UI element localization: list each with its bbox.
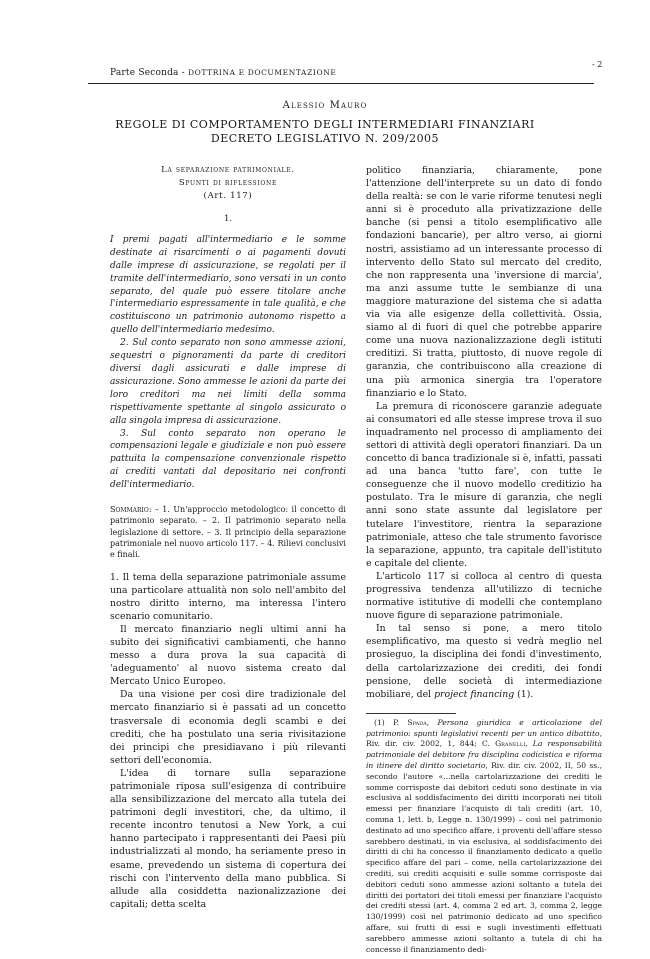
norm-paragraph: I premi pagati all'intermediario e le somme destinate ai risarcimenti o ai pagamenti dovuti dalle imprese di assicurazione, se regolati per il tramite dell'intermediario, sono versati in un conto separato, del quale può essere titolare anche l'intermediario espressamente in tale qualità, e che costituiscono un patrimonio autonomo rispetto a quello dell'intermediario medesimo. (110, 234, 346, 336)
article-title (0, 118, 650, 146)
author-name: Alessio Mauro (282, 100, 368, 111)
footnote-paragraph: (1) P. Spada, Persona giuridica e articolazione del patrimonio: spunti legislativi recenti per un antico dibattito, Riv. dir. civ. 2002, 1, 844; C. Granelli, La responsabilità patrimoniale del debitore fra disciplina codicistica e riforma in itinere del diritto societario, Riv. dir. civ. 2002, II, 50 ss., secondo l'autore «...nella cartolarizzazione dei crediti le somme corrisposte dai debitori ceduti sono destinate in via esclusiva al soddisfacimento dei diritti incorporati nei titoli emessi per finanziare l'acquisto di tali crediti (art. 10, comma 1, lett. b, Legge n. 130/1999) – così nel patrimonio destinato ad uno specifico affare, i proventi dell'affare stesso sarebbero destinati, in via esclusiva, al soddisfacimento dei diritti di chi ha concesso il finanziamento dedicato a quello specifico affare del pari – come, nella cartolarizzazione dei crediti, sui crediti acquisiti e sulle somme corrisposte dai debitori ceduti sono ammesse azioni soltanto a tutela dei diritti dei portatori dei titoli emessi per finanziare l'acquisto dei crediti stessi (art. 4, comma 2 ed art. 3, comma 2, legge 130/1999) così nel patrimonio dedicato ad uno specifico affare, sui frutti di essi e sugli investimenti effettuati sarebbero ammesse azioni soltanto a tutela di chi ha concesso il finanziamento dedi- (366, 717, 603, 954)
body-last-end: (1). (514, 688, 534, 700)
footnote-title-2: La responsabilità patrimoniale del debitore fra disciplina codicistica e riforma in itinere del diritto societario (366, 739, 603, 771)
summary-paragraph (110, 504, 346, 560)
footnote-rest-2: , Riv. dir. civ. 2002, II, 50 ss., secondo l'autore «...nella cartolarizzazione dei crediti le somme corrisposte dai debitori ceduti sono destinate in via esclusiva al soddisfacimento dei diritti incorporati nei titoli emessi per finanziare l'acquisto di tali crediti (art. 10, comma 1, lett. b, Legge n. 130/1999) – così nel patrimonio destinato ad uno specifico affare, i proventi dell'affare stesso sarebbero destinati, in via esclusiva, al soddisfacimento dei diritti di chi ha concesso il finanziamento dedicato a quello specifico affare del pari – come, nella cartolarizzazione dei crediti, sui crediti acquisiti e sulle somme corrisposte dai debitori ceduti sono ammesse azioni soltanto a tutela dei diritti dei portatori dei titoli emessi per finanziare l'acquisto dei crediti stessi (art. 4, comma 2 ed art. 3, comma 2, legge 130/1999) così nel patrimonio dedicato ad uno specifico affare, sui frutti di essi e sugli investimenti effettuati sarebbero ammesse azioni soltanto a tutela di chi ha concesso il finanziamento dedi- (366, 761, 602, 954)
body-paragraph: L'idea di tornare sulla separazione patrimoniale riposa sull'esigenza di contribuire alla sensibilizzazione del mercato alla tutela dei patrimoni degli investitori, che, da ultimo, il recente incontro tenutosi a New York, a cui hanno partecipato i rappresentanti dei Paesi più industrializzati al mondo, ha seriamente preso in esame, prevedendo un sistema di copertura dei rischi con l'intervento della mano pubblica. Si allude alla cosiddetta nazionalizzazione dei capitali; detta scelta (110, 767, 346, 910)
body-last-italic: project financing (434, 688, 515, 700)
footnote-marker: (1) P. (374, 717, 408, 727)
running-header (88, 61, 594, 83)
header-section: Parte Seconda (110, 68, 179, 78)
left-column (110, 164, 346, 934)
article-heading-line-2: Spunti di riflessione (178, 178, 278, 188)
title-line-2: DECRETO LEGISLATIVO N. 209/2005 (210, 132, 440, 145)
body-paragraph: 1. Il tema della separazione patrimoniale assume una particolare attualità non solo nell'ambito del nostro diritto interno, ma interessa l'intero scenario comunitario. (110, 571, 346, 622)
norm-paragraph: 3. Sul conto separato non operano le compensazioni legale e giudiziale e non può essere pattuita la compensazione convenzionale rispetto ai crediti vantati dal depositario nei confronti dell'intermediario. (110, 428, 346, 491)
body-last-text: In tal senso si pone, a mero titolo esemplificativo, ma questo si vedrà meglio nel prosieguo, la disciplina dei fondi d'investimento, della cartolarizzazione dei crediti, dei fondi pensione, delle società di intermediazione mobiliare, del (366, 623, 602, 700)
body-paragraph (366, 622, 602, 701)
summary-label: Sommario (110, 505, 149, 515)
title-line-1: REGOLE DI COMPORTAMENTO DEGLI INTERMEDIARI FINANZIARI (115, 118, 535, 131)
norm-text (110, 234, 346, 492)
header-separator: - (178, 68, 188, 78)
body-text-left (110, 571, 346, 911)
footnote-rule (366, 713, 456, 714)
header-rule (88, 83, 594, 84)
right-column (366, 164, 603, 954)
footnote (366, 718, 602, 956)
body-paragraph: La premura di riconoscere garanzie adeguate ai consumatori ed alle stesse imprese trova il suo inquadramento nel processo di ampliamento dei settori di attività degli operatori finanziari. Da un concetto di banca tradizionale si è, infatti, passati ad una banca 'tutto fare', con tutte le conseguenze che il nuovo modello creditizio ha postulato. Tra le misure di garanzia, che negli anni sono state assunte dal legislatore per tutelare l'investitore, rientra la separazione patrimoniale, atteso che tale strumento favorisce la separazione, appunto, tra capitale dell'istituto e capitale del cliente. (366, 400, 602, 569)
footnote-title-1: Persona giuridica e articolazione del patrimonio: spunti legislativi recenti per un antico dibattito (366, 717, 602, 738)
article-heading-line-1: La separazione patrimoniale. (161, 165, 295, 175)
norm-paragraph: 2. Sul conto separato non sono ammesse azioni, sequestri o pignoramenti da parte di creditori diversi dagli assicurati e dalle imprese di assicurazione. Sono ammesse le azioni da parte dei loro creditori ma nei limiti della somma rispettivamente spettante al singolo assicurato o alla singola impresa di assicurazione. (110, 338, 346, 426)
section-number: 1. (223, 214, 233, 224)
summary (110, 504, 346, 560)
body-paragraph: Da una visione per così dire tradizionale del mercato finanziario si è passati ad un concetto trasversale di economia degli scambi e dei crediti, che ha postulato una seria rivisitazione dei principi che presidiavano i più rilevanti settori dell'economia. (110, 689, 346, 766)
header-subsection: DOTTRINA E DOCUMENTAZIONE (187, 68, 337, 77)
article-heading (110, 164, 346, 203)
footnote-rest-1: , Riv. dir. civ. 2002, 1, 844; C. (366, 728, 602, 749)
body-paragraph: politico finanziaria, chiaramente, pone l'attenzione dell'interprete su un dato di fondo della realtà: se con le varie riforme tenutesi negli anni si è proceduto alla privatizzazione delle banche (si pensi a titolo esemplificativo alle fondazioni bancarie), per altro verso, ai giorni nostri, assistiamo ad un interessante processo di intervento dello Stato sul mercato del credito, che non rappresenta una 'inversione di marcia', ma anzi assume tutte le sembianze di una maggiore maturazione del sistema che si adatta via via alle esigenze della collettività. Ossia, siamo al di fuori di quel che potrebbe apparire come una nuova nazionalizzazione degli istituti creditizi. Si tratta, piuttosto, di nuove regole di garanzia, che contribuiscono alla creazione di una più armonica sinergia tra l'operatore finanziario e lo Stato. (366, 165, 602, 399)
page-number: - 2 (592, 60, 603, 69)
summary-text: : – 1. Un'approccio metodologico: il concetto di patrimonio separato. – 2. Il patrimonio separato nella legislazione di settore. – 3. Il principio della separazione patrimoniale nel nuovo articolo 117. – 4. Rilievi conclusivi e finali. (110, 505, 346, 560)
body-paragraph: Il mercato finanziario negli ultimi anni ha subito dei significativi cambiamenti, che hanno messo a dura prova la sua capacità di 'adeguamento' al nuovo sistema creato dal Mercato Unico Europeo. (110, 623, 346, 688)
footnote-author-1: Spada (407, 717, 427, 727)
article-heading-line-3: (Art. 117) (203, 191, 253, 201)
body-paragraph: L'articolo 117 si colloca al centro di questa progressiva tendenza all'utilizzo di tecniche normative istitutive di modelli che contemplano nuove figure di separazione patrimoniale. (366, 570, 602, 622)
footnote-author-2: Granelli (495, 739, 526, 749)
running-header-text (110, 68, 336, 78)
